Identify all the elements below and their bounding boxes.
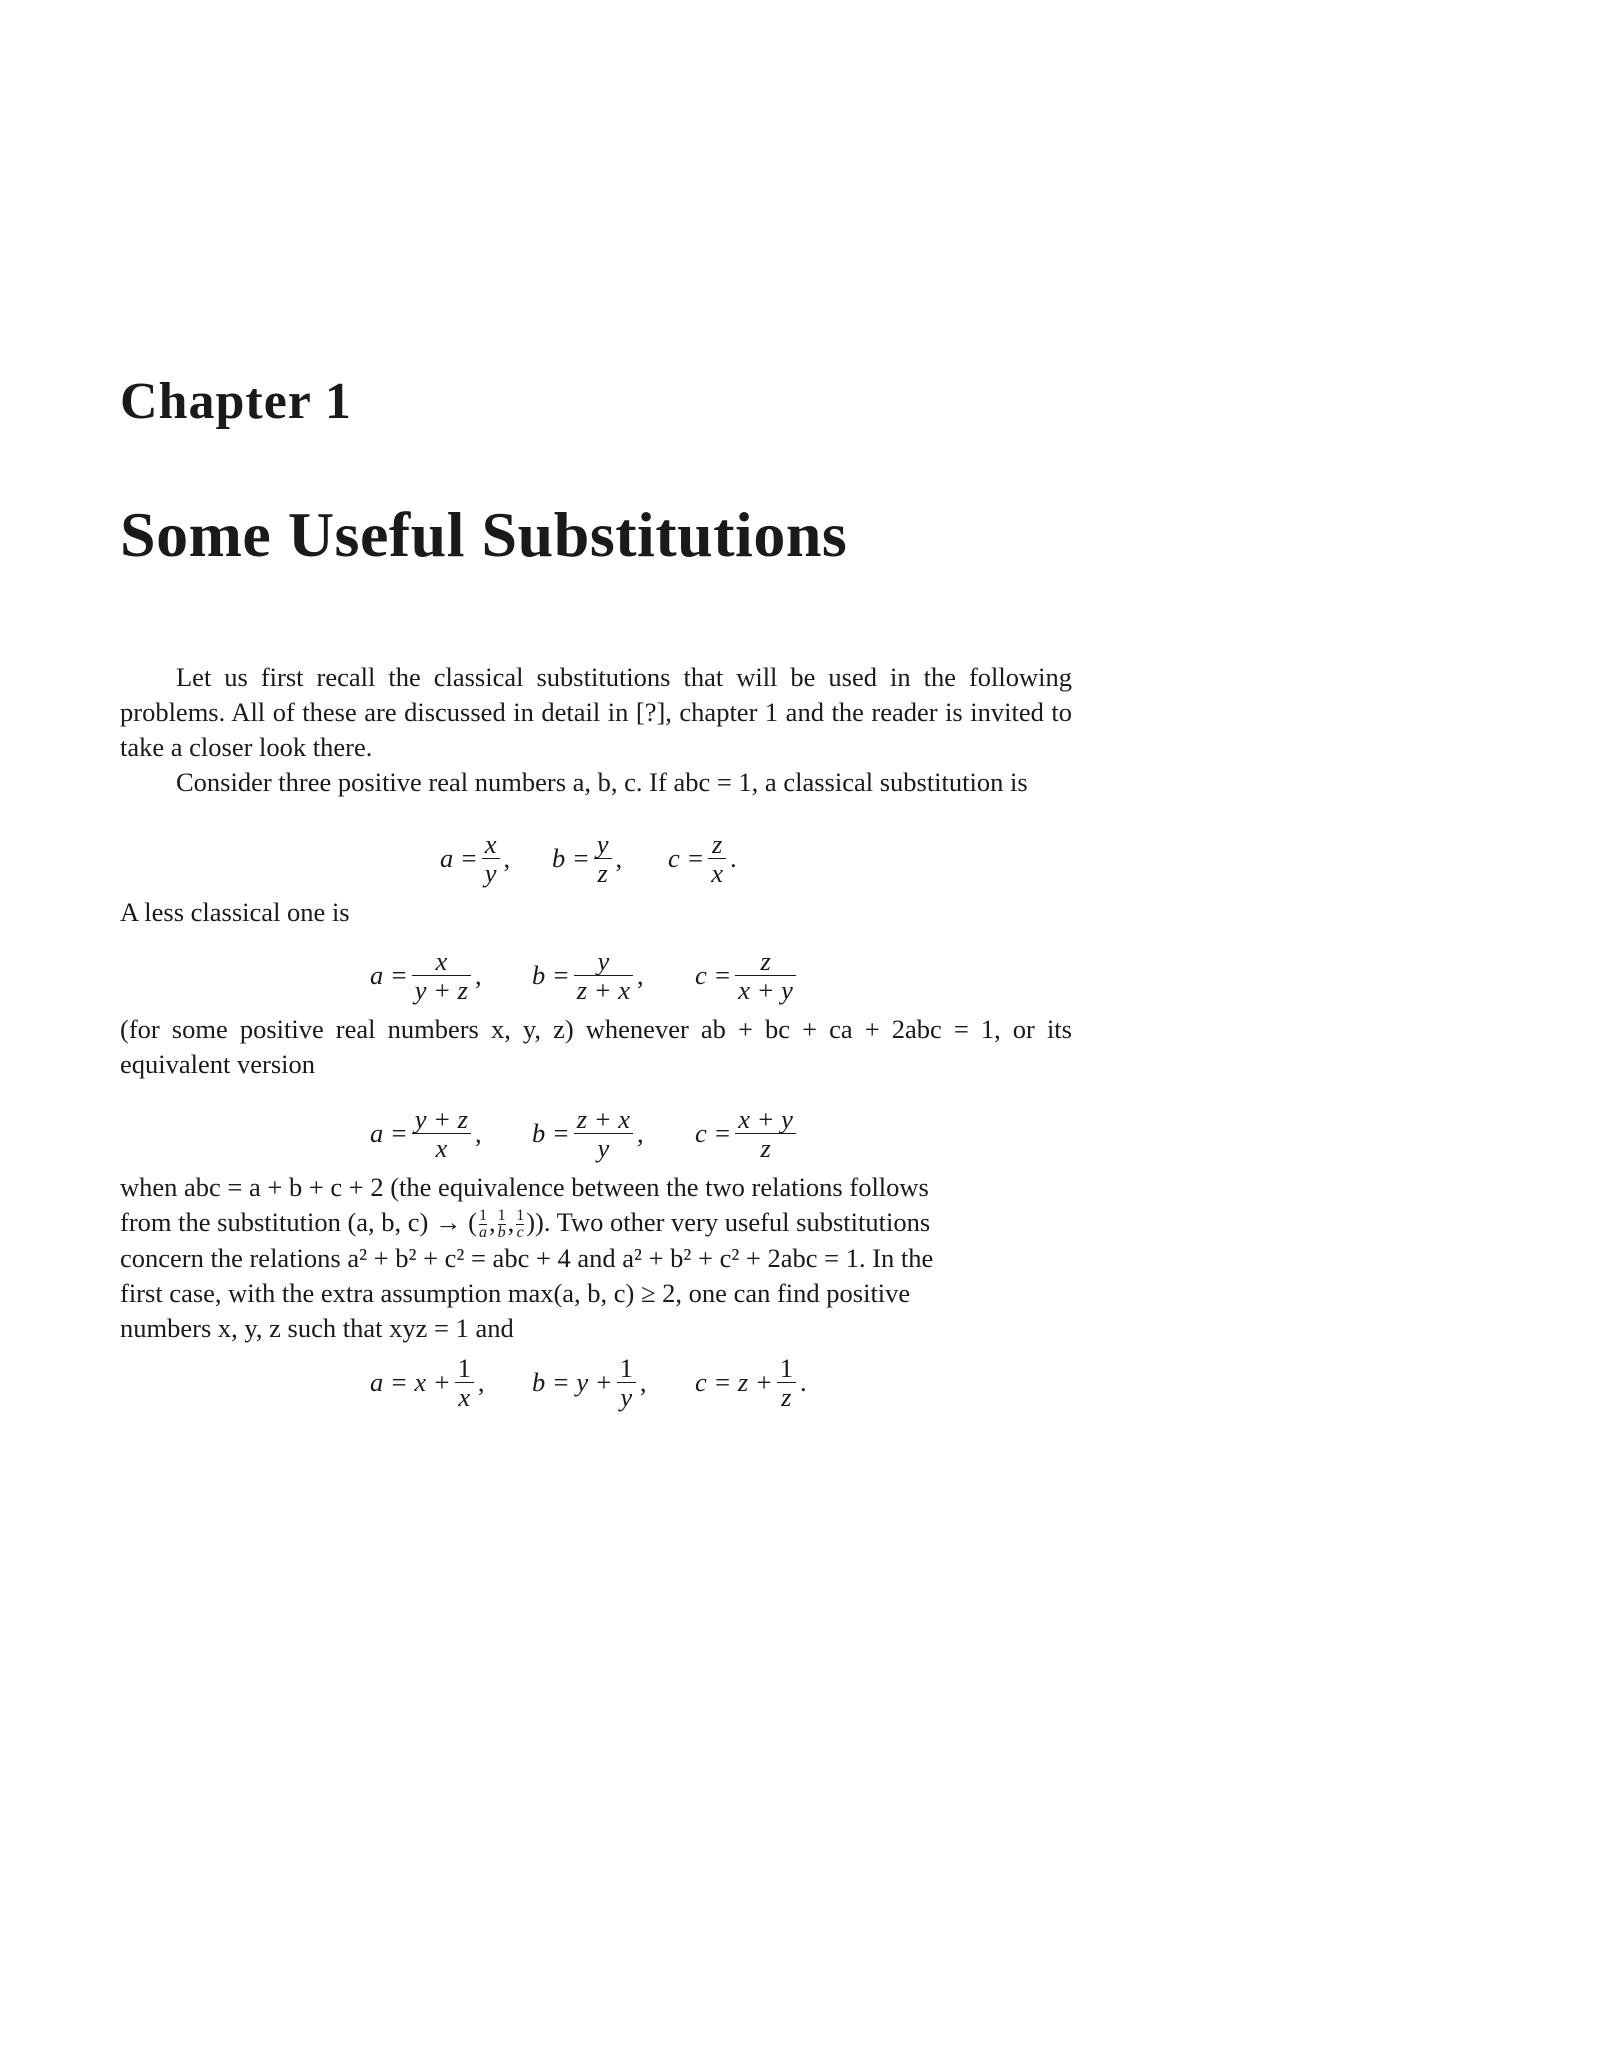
equation-3 [0, 1103, 1600, 1163]
eq2-b-frac [574, 947, 633, 1004]
eq2-a-num: x [435, 945, 448, 976]
eq1-c-den: x [711, 857, 724, 888]
eq2-a-den: y + z [414, 974, 468, 1005]
eq3-b-frac [574, 1105, 633, 1162]
equation-1 [0, 828, 1600, 888]
eq2-c [695, 945, 800, 1005]
eq1-c-lhs: c = [668, 842, 705, 873]
eq1-c-frac [708, 830, 726, 887]
eq2-a-tail: , [474, 959, 482, 990]
eq3-a-den: x [435, 1132, 448, 1163]
eq1-a-lhs: a = [440, 842, 478, 873]
paragraph-4: (for some positive real numbers x, y, z) whenever ab + bc + ca + 2abc = 1, or its equivalent version [120, 1014, 1072, 1079]
eq4-b-tail: , [639, 1366, 647, 1397]
eq4-a-num: 1 [457, 1352, 471, 1383]
eq3-a-frac [412, 1105, 471, 1162]
eq1-c-tail: . [730, 842, 737, 873]
eq3-b-tail: , [636, 1117, 644, 1148]
chapter-title: Some Useful Substitutions [120, 499, 848, 570]
eq4-c-frac [777, 1354, 796, 1411]
eq4-b-num: 1 [619, 1352, 633, 1383]
eq4-a-tail: , [477, 1366, 485, 1397]
eq1-c-num: z [712, 828, 723, 859]
paragraph-5-line-2: from the substitution (a, b, c) → ( $\frac{1}{a}$ , $\frac{1}{b}$ , $\frac{1}{c}$ )). Two other very useful substitutions [120, 1207, 931, 1242]
paragraph-less-classical [120, 895, 1072, 930]
eq4-a-lhs: a = x + [370, 1366, 451, 1397]
eq4-b [532, 1352, 647, 1412]
eq2-a [370, 945, 482, 1005]
paragraph-intro [120, 660, 1072, 800]
eq3-b-den: y [597, 1132, 610, 1163]
eq1-a [440, 828, 510, 888]
eq1-b [552, 828, 622, 888]
eq3-c-frac [735, 1105, 796, 1162]
paragraph-5-line-5: numbers x, y, z such that xyz = 1 and [120, 1313, 514, 1344]
eq1-a-den: y [484, 857, 497, 888]
eq2-a-frac [412, 947, 471, 1004]
eq1-a-frac [482, 830, 500, 887]
eq3-b [532, 1103, 644, 1163]
paragraph-1: Let us first recall the classical substitutions that will be used in the following problems. All of these are discussed in detail in [?], chapter 1 and the reader is invited to take a closer look there. [120, 662, 1072, 762]
eq3-a-num: y + z [414, 1103, 468, 1134]
eq2-b [532, 945, 644, 1005]
small-frac-1: $\frac{1}{a}$ [478, 1207, 487, 1242]
eq1-a-tail: , [503, 842, 511, 873]
eq4-c-tail: . [799, 1366, 807, 1397]
paragraph-5-line-2-pre: from the substitution (a, b, c) → ( [120, 1207, 477, 1237]
eq4-c-den: z [781, 1381, 792, 1412]
eq2-c-num: z [760, 945, 771, 976]
eq4-a [370, 1352, 485, 1412]
eq4-a-den: x [458, 1381, 471, 1412]
eq1-b-frac [594, 830, 612, 887]
eq4-c-lhs: c = z + [695, 1366, 773, 1397]
eq1-c [668, 828, 737, 888]
eq3-a-tail: , [474, 1117, 482, 1148]
eq4-c [695, 1352, 807, 1412]
eq4-a-frac [455, 1354, 474, 1411]
eq3-c-num: x + y [738, 1103, 793, 1134]
eq1-b-lhs: b = [552, 842, 590, 873]
eq2-a-lhs: a = [370, 959, 408, 990]
eq1-b-tail: , [615, 842, 623, 873]
eq3-c-lhs: c = [695, 1117, 732, 1148]
paragraph-2: Consider three positive real numbers a, b, c. If abc = 1, a classical substitution is [176, 767, 1028, 797]
eq1-b-den: z [597, 857, 608, 888]
eq2-c-den: x + y [738, 974, 793, 1005]
paragraph-whenever [120, 1012, 1072, 1082]
eq2-b-tail: , [636, 959, 644, 990]
eq2-b-num: y [597, 945, 610, 976]
eq4-b-den: y [620, 1381, 633, 1412]
eq3-c [695, 1103, 800, 1163]
paragraph-5-line-4: first case, with the extra assumption max(a, b, c) ≥ 2, one can find positive [120, 1278, 911, 1309]
eq2-c-lhs: c = [695, 959, 732, 990]
eq4-b-frac [617, 1354, 636, 1411]
small-frac-2: $\frac{1}{b}$ [497, 1207, 506, 1242]
eq2-c-frac [735, 947, 796, 1004]
eq2-b-lhs: b = [532, 959, 570, 990]
eq4-b-lhs: b = y + [532, 1366, 613, 1397]
eq3-a [370, 1103, 482, 1163]
eq4-c-num: 1 [779, 1352, 793, 1383]
paragraph-3: A less classical one is [120, 897, 350, 927]
equation-2 [0, 945, 1600, 1005]
eq2-b-den: z + x [576, 974, 630, 1005]
eq3-c-den: z [760, 1132, 771, 1163]
eq1-a-num: x [484, 828, 497, 859]
equation-4 [0, 1352, 1600, 1412]
eq1-b-num: y [596, 828, 609, 859]
eq3-b-lhs: b = [532, 1117, 570, 1148]
paragraph-when [120, 1170, 1072, 1346]
chapter-label: Chapter 1 [120, 373, 352, 430]
paragraph-5-line-1: when abc = a + b + c + 2 (the equivalence between the two relations follows [120, 1172, 929, 1202]
eq3-a-lhs: a = [370, 1117, 408, 1148]
eq3-b-num: z + x [576, 1103, 630, 1134]
small-frac-3: $\frac{1}{c}$ [516, 1207, 525, 1242]
paragraph-5-line-3: concern the relations a² + b² + c² = abc + 4 and a² + b² + c² + 2abc = 1. In the [120, 1243, 934, 1274]
paragraph-5-line-2-post: )). Two other very useful substitutions [526, 1207, 931, 1237]
